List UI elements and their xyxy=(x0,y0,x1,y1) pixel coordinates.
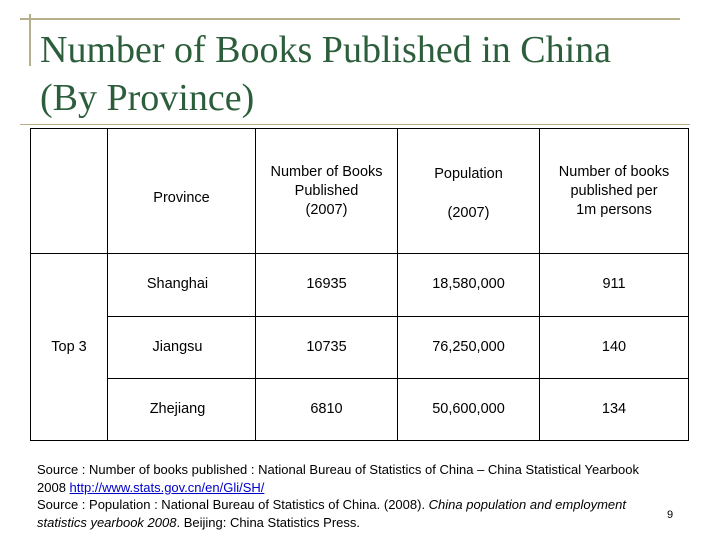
source-line-1: Source : Number of books published : National Bureau of Statistics of China – China Statistical Yearbook 2008 xyxy=(37,462,639,495)
cell-per-million: 134 xyxy=(540,378,689,440)
title-accent-line xyxy=(20,18,680,20)
title-divider xyxy=(20,124,690,125)
header-population-line-2: (2007) xyxy=(447,205,490,221)
slide-title-line-2: (By Province) xyxy=(40,77,255,119)
header-province: Province xyxy=(108,129,256,254)
cell-province: Jiangsu xyxy=(108,316,256,378)
header-books-line-3: (2007) xyxy=(305,201,348,218)
source-line-2-title: China population and employment statistics yearbook 2008 xyxy=(37,497,626,530)
header-per-million-line-1: Number of books xyxy=(558,163,670,180)
table-row xyxy=(31,316,689,378)
header-population xyxy=(398,129,540,254)
table-header-row xyxy=(31,129,689,254)
header-per-million xyxy=(540,129,689,254)
header-books xyxy=(256,129,398,254)
source-line-2-prefix: Source : Population : National Bureau of Statistics of China. (2008). xyxy=(37,497,429,512)
header-books-line-2: Published xyxy=(294,182,359,199)
table-row xyxy=(31,254,689,316)
cell-population: 18,580,000 xyxy=(398,254,540,316)
cell-books: 10735 xyxy=(256,316,398,378)
cell-per-million: 911 xyxy=(540,254,689,316)
header-population-line-1: Population xyxy=(434,166,503,182)
cell-per-million: 140 xyxy=(540,316,689,378)
slide-title-line-1: Number of Books Published in China xyxy=(40,29,612,71)
source-link[interactable]: http://www.stats.gov.cn/en/Gli/SH/ xyxy=(69,479,265,495)
cell-province: Shanghai xyxy=(108,254,256,316)
cell-books: 6810 xyxy=(256,378,398,440)
slide-title xyxy=(40,26,690,122)
cell-population: 76,250,000 xyxy=(398,316,540,378)
cell-population: 50,600,000 xyxy=(398,378,540,440)
header-per-million-line-3: 1m persons xyxy=(576,201,652,218)
page-number: 9 xyxy=(667,509,674,521)
cell-books: 16935 xyxy=(256,254,398,316)
title-accent-bar xyxy=(29,14,31,66)
header-group xyxy=(31,129,108,254)
cell-province: Zhejiang xyxy=(108,378,256,440)
source-note xyxy=(37,461,657,531)
table-row xyxy=(31,378,689,440)
header-per-million-line-2: published per xyxy=(570,182,658,199)
group-label: Top 3 xyxy=(31,254,108,441)
books-table xyxy=(30,128,689,441)
header-books-line-1: Number of Books xyxy=(270,163,383,180)
source-line-2-suffix: . Beijing: China Statistics Press. xyxy=(176,514,360,530)
